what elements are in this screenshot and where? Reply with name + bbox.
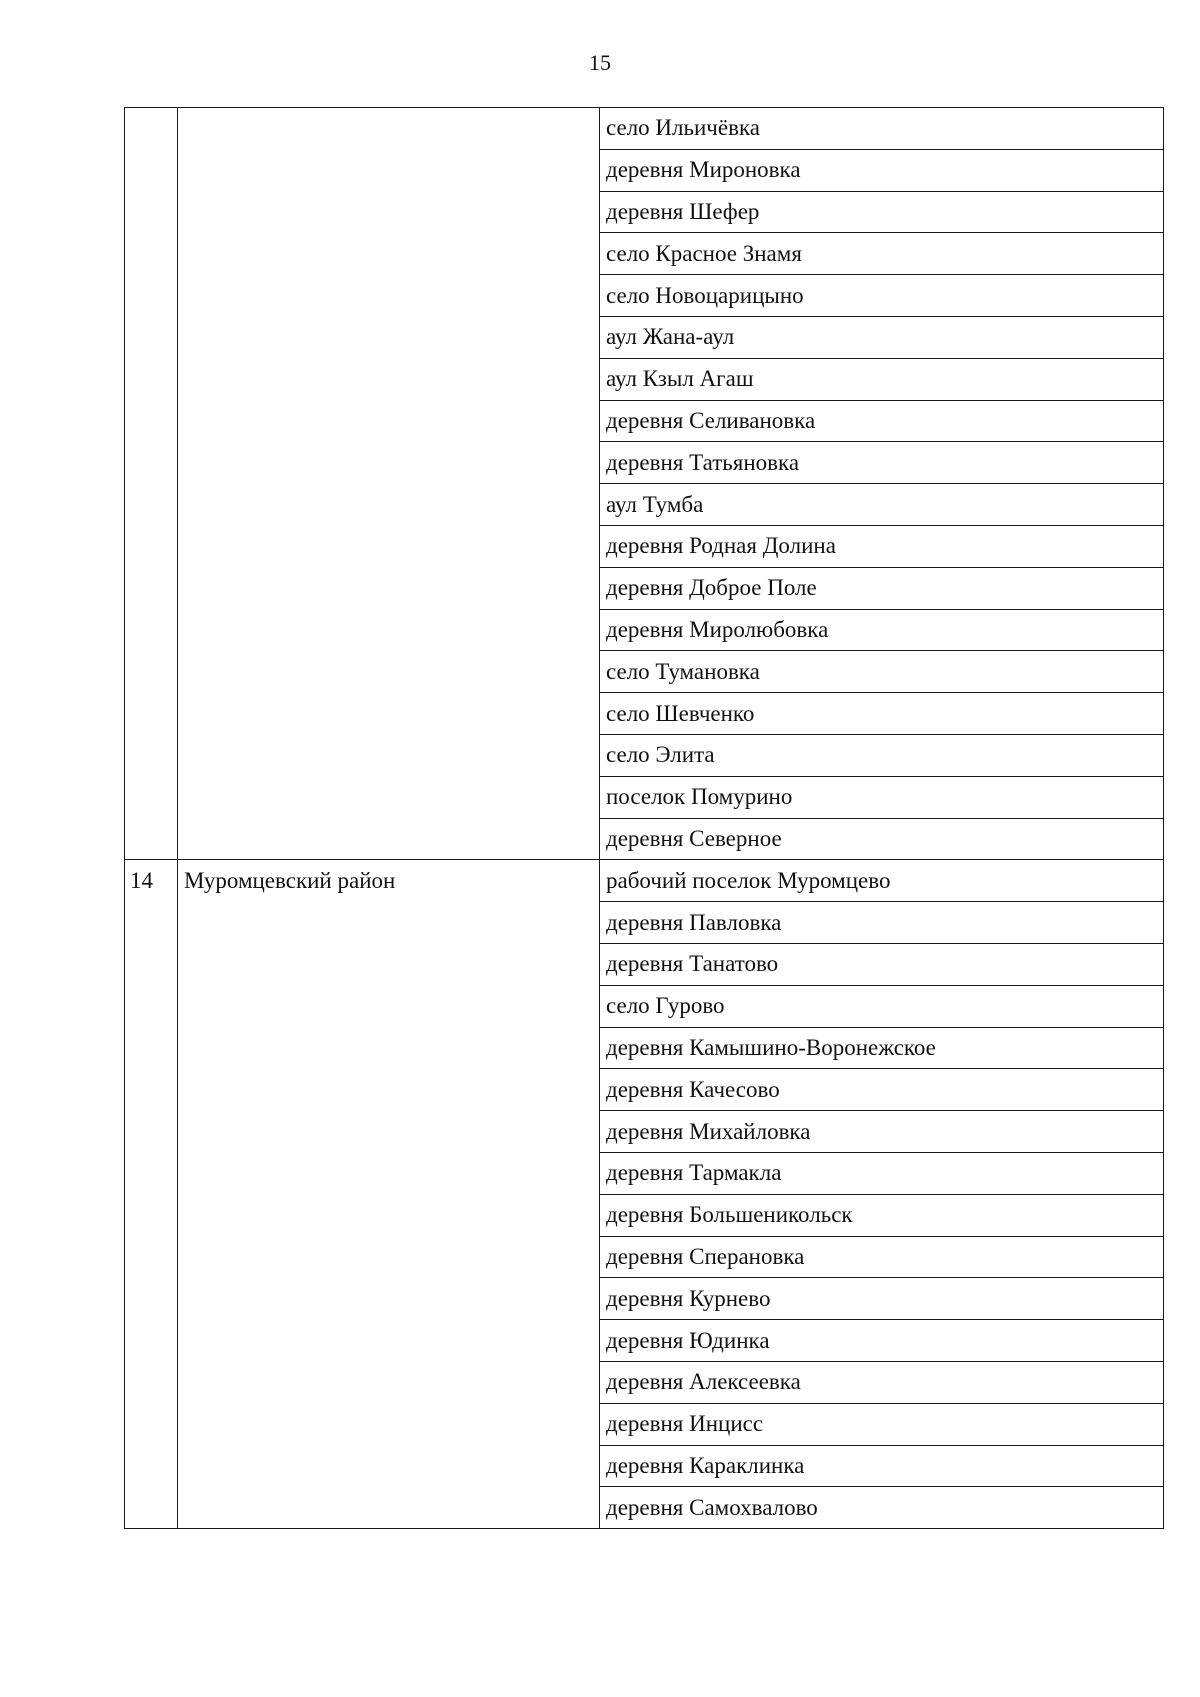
table-row <box>125 108 1164 150</box>
settlement-name-cell: поселок Помурино <box>600 776 1164 818</box>
settlement-name-cell: деревня Тармакла <box>600 1152 1164 1194</box>
settlement-name-cell: деревня Северное <box>600 818 1164 860</box>
settlement-name-cell: деревня Курнево <box>600 1278 1164 1320</box>
settlement-name-cell: деревня Михайловка <box>600 1111 1164 1153</box>
settlement-name-cell: село Новоцарицыно <box>600 275 1164 317</box>
settlement-name-cell: аул Кзыл Агаш <box>600 358 1164 400</box>
settlements-table <box>124 107 1164 1529</box>
settlement-name-cell: деревня Инцисс <box>600 1403 1164 1445</box>
settlement-name-cell: деревня Доброе Поле <box>600 567 1164 609</box>
district-name-cell <box>178 108 600 860</box>
district-number-cell: 14 <box>125 860 178 1529</box>
settlement-name-cell: деревня Родная Долина <box>600 525 1164 567</box>
table-row <box>125 860 1164 902</box>
settlement-name-cell: деревня Камышино-Воронежское <box>600 1027 1164 1069</box>
settlement-name-cell: село Красное Знамя <box>600 233 1164 275</box>
settlement-name-cell: деревня Самохвалово <box>600 1487 1164 1529</box>
settlement-name-cell: село Шевченко <box>600 693 1164 735</box>
settlement-name-cell: село Ильичёвка <box>600 108 1164 150</box>
district-number-cell <box>125 108 178 860</box>
settlement-name-cell: рабочий поселок Муромцево <box>600 860 1164 902</box>
district-name-cell: Муромцевский район <box>178 860 600 1529</box>
settlement-name-cell: деревня Караклинка <box>600 1445 1164 1487</box>
settlement-name-cell: деревня Качесово <box>600 1069 1164 1111</box>
settlement-name-cell: деревня Шефер <box>600 191 1164 233</box>
settlement-name-cell: деревня Большеникольск <box>600 1194 1164 1236</box>
settlement-name-cell: деревня Павловка <box>600 902 1164 944</box>
page-number: 15 <box>589 50 611 75</box>
settlement-name-cell: аул Тумба <box>600 484 1164 526</box>
settlement-name-cell: село Тумановка <box>600 651 1164 693</box>
settlement-name-cell: деревня Миролюбовка <box>600 609 1164 651</box>
settlement-name-cell: деревня Сперановка <box>600 1236 1164 1278</box>
settlement-name-cell: село Гурово <box>600 985 1164 1027</box>
settlement-name-cell: деревня Татьяновка <box>600 442 1164 484</box>
settlement-name-cell: деревня Юдинка <box>600 1320 1164 1362</box>
settlement-name-cell: деревня Селивановка <box>600 400 1164 442</box>
settlement-name-cell: деревня Мироновка <box>600 149 1164 191</box>
settlement-name-cell: село Элита <box>600 734 1164 776</box>
settlement-name-cell: аул Жана-аул <box>600 316 1164 358</box>
settlement-name-cell: деревня Танатово <box>600 943 1164 985</box>
settlement-name-cell: деревня Алексеевка <box>600 1361 1164 1403</box>
settlements-table-body <box>125 108 1164 1529</box>
